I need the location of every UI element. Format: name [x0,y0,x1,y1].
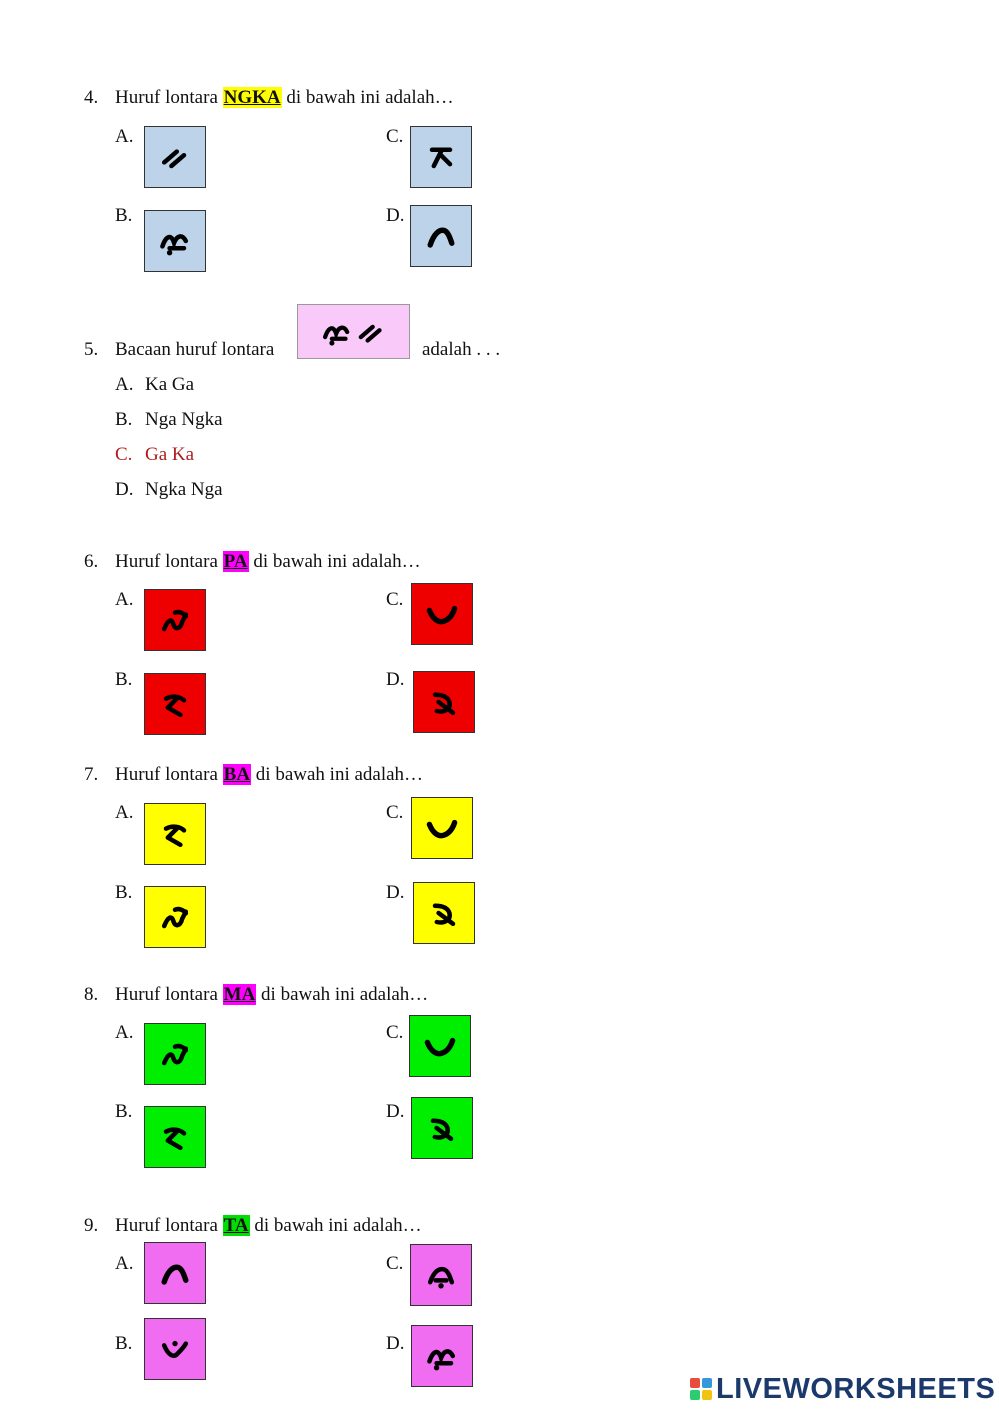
option-d-box[interactable] [411,1325,473,1387]
question-prefix: Huruf lontara [115,1215,218,1236]
choice-b[interactable] [115,408,223,432]
option-c-box[interactable] [411,797,473,859]
a-glyph-icon [426,895,462,931]
option-b-label: B. [115,1101,133,1122]
a-glyph-icon [426,684,462,720]
option-b-label: B. [115,669,133,690]
option-a-label: A. [115,126,134,147]
choice-text: Ngka Nga [145,479,223,500]
option-b-label: B. [115,205,133,226]
ma-glyph-icon [157,686,193,722]
option-a-box[interactable] [144,1242,206,1304]
nga-glyph-icon [157,223,193,259]
option-a-box[interactable] [144,589,206,651]
nga-glyph-icon [424,1338,460,1374]
question-prefix: Huruf lontara [115,764,218,785]
logo-mark-icon [690,1378,712,1400]
question-suffix: di bawah ini adalah… [261,984,429,1005]
option-c-label: C. [386,802,404,823]
choice-d[interactable] [115,478,223,502]
option-b-box[interactable] [144,886,206,948]
question-prefix: Huruf lontara [115,551,218,572]
highlight-letter: MA [223,984,256,1005]
question-text [115,550,421,574]
question-text [115,983,428,1007]
option-b-box[interactable] [144,1318,206,1380]
nga-glyph-icon [320,315,354,349]
option-c-label: C. [386,126,404,147]
question-number: 7. [84,764,99,785]
option-d-label: D. [386,882,405,903]
question-text: Bacaan huruf lontara [115,339,275,360]
ka-glyph-icon [423,218,459,254]
question-number: 8. [84,984,99,1005]
highlight-letter: BA [223,764,251,785]
ta-glyph-icon [423,139,459,175]
question-suffix: di bawah ini adalah… [255,764,424,785]
option-d-box[interactable] [413,671,475,733]
option-c-box[interactable] [409,1015,471,1077]
highlight-letter: NGKA [223,87,281,108]
option-c-label: C. [386,1022,404,1043]
choice-letter: A. [115,374,134,395]
option-b-box[interactable] [144,1106,206,1168]
option-b-box[interactable] [144,210,206,272]
lontara-word-box [297,304,410,359]
option-a-label: A. [115,802,134,823]
ba-glyph-icon [422,1028,458,1064]
option-a-label: A. [115,1253,134,1274]
choice-text: Ga Ka [145,444,195,465]
highlight-letter: PA [223,551,248,572]
double-slash-glyph-icon [354,315,388,349]
option-a-box[interactable] [144,126,206,188]
logo-text: LIVEWORKSHEETS [716,1372,996,1405]
question-number: 5. [84,339,99,360]
question-text [115,1214,422,1238]
ka-glyph-icon [157,1255,193,1291]
highlight-letter: TA [223,1215,249,1236]
option-b-box[interactable] [144,673,206,735]
question-prefix: Huruf lontara [115,87,218,108]
option-d-label: D. [386,205,405,226]
question-text [115,86,454,110]
a-glyph-icon [424,1110,460,1146]
question-suffix: di bawah ini adalah… [254,1215,422,1236]
option-d-label: D. [386,1101,405,1122]
question-number: 4. [84,87,99,108]
question-number: 9. [84,1215,99,1236]
choice-c-correct[interactable] [115,443,194,467]
question-number: 6. [84,551,99,572]
option-d-box[interactable] [411,1097,473,1159]
option-b-label: B. [115,1333,133,1354]
pa-glyph-icon [157,1036,193,1072]
option-a-box[interactable] [144,1023,206,1085]
option-c-label: C. [386,589,404,610]
pa-glyph-icon [157,899,193,935]
option-c-box[interactable] [411,583,473,645]
option-d-box[interactable] [410,205,472,267]
choice-letter: C. [115,444,133,465]
choice-text: Ka Ga [145,374,195,395]
double-slash-glyph-icon [157,139,193,175]
option-d-label: D. [386,1333,405,1354]
question-suffix: di bawah ini adalah… [286,87,454,108]
choice-letter: B. [115,409,133,430]
ga-glyph-icon [423,1257,459,1293]
choice-a[interactable] [115,373,194,397]
option-d-label: D. [386,669,405,690]
choice-text: Nga Ngka [145,409,223,430]
option-a-box[interactable] [144,803,206,865]
liveworksheets-logo[interactable] [690,1372,995,1406]
option-a-label: A. [115,589,134,610]
question-prefix: Huruf lontara [115,984,218,1005]
ba-glyph-icon [424,596,460,632]
option-c-box[interactable] [410,126,472,188]
choice-letter: D. [115,479,134,500]
ma-glyph-icon [157,1119,193,1155]
option-a-label: A. [115,1022,134,1043]
pa-glyph-icon [157,602,193,638]
ya-glyph-icon [157,1331,193,1367]
question-suffix: adalah . . . [422,339,501,360]
option-d-box[interactable] [413,882,475,944]
option-b-label: B. [115,882,133,903]
option-c-box[interactable] [410,1244,472,1306]
question-suffix: di bawah ini adalah… [253,551,421,572]
ba-glyph-icon [424,810,460,846]
question-text [115,763,423,787]
ma-glyph-icon [157,816,193,852]
option-c-label: C. [386,1253,404,1274]
